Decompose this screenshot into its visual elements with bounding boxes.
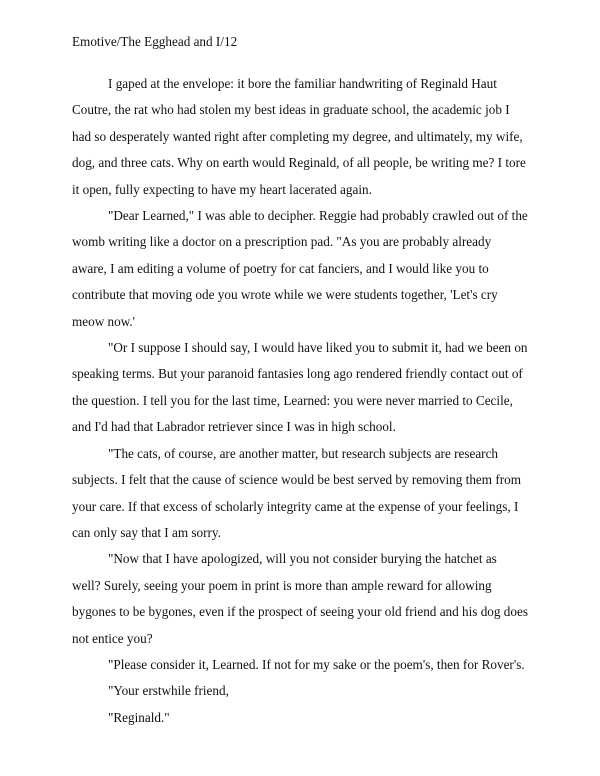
paragraph-5: "Now that I have apologized, will you not consider burying the hatchet as well? Surely, seeing your poem in print is more than ample reward for allowing bygones to be bygones, even if the prospect of seeing your old friend and his dog does not entice you? (72, 551, 528, 646)
paragraph-1: I gaped at the envelope: it bore the familiar handwriting of Reginald Haut Coutre, the rat who had stolen my best ideas in graduate school, the academic job I had so desperately wanted right after completing my degree, and ultimately, my wife, dog, and three cats. Why on earth would Reginald, of all people, be writing me? I tore it open, fully expecting to have my heart lacerated again. (72, 76, 526, 197)
paragraph-6: "Please consider it, Learned. If not for my sake or the poem's, then for Rover's. (108, 656, 525, 672)
paragraph-7: "Your erstwhile friend, (108, 683, 229, 699)
paragraph-2: "Dear Learned," I was able to decipher. Reggie had probably crawled out of the womb writing like a doctor on a prescription pad. "As you are probably already aware, I am editing a volume of poetry for cat fanciers, and I would like you to contribute that moving ode you wrote while we were students together, 'Let's cry meow now.' (72, 208, 528, 329)
running-header: Emotive/The Egghead and I/12 (72, 34, 238, 49)
paragraph-8: "Reginald." (108, 709, 170, 725)
paragraph-3: "Or I suppose I should say, I would have liked you to submit it, had we been on speaking terms. But your paranoid fantasies long ago rendered friendly contact out of the question. I tell you for the last time, Learned: you were never married to Cecile, and I'd had that Labrador retriever since I was in high school. (72, 340, 528, 435)
body-text (72, 71, 528, 731)
paragraph-4: "The cats, of course, are another matter, but research subjects are research subjects. I felt that the cause of science would be best served by removing them from your care. If that excess of scholarly integrity came at the expense of your feelings, I can only say that I am sorry. (72, 445, 521, 540)
